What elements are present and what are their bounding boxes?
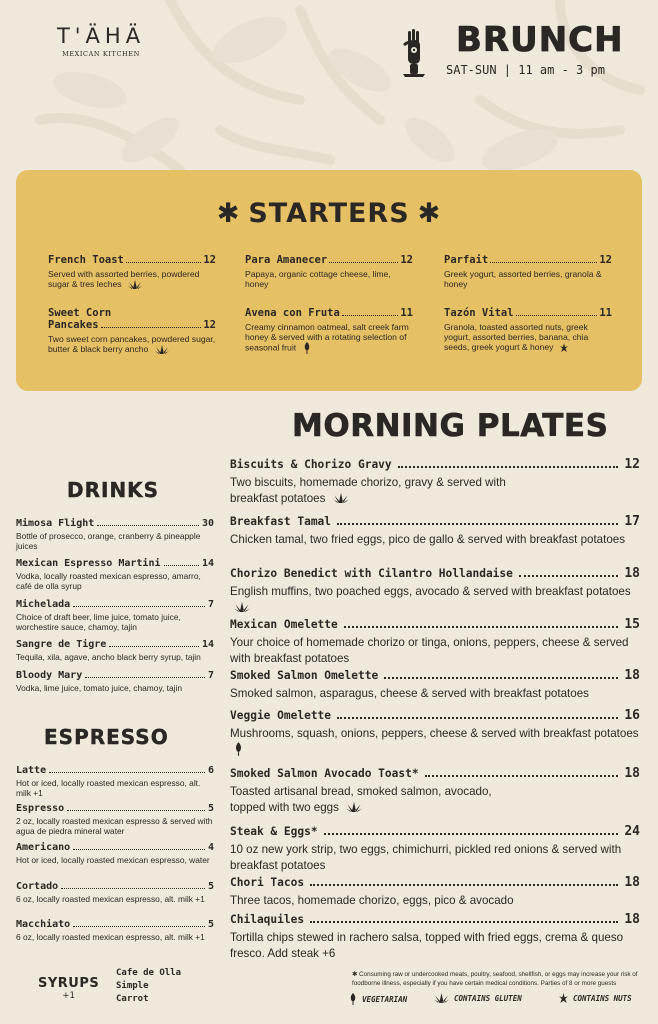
item-price: 24: [624, 824, 640, 839]
item-price: 4: [207, 842, 214, 853]
item-price: 18: [624, 566, 640, 581]
starter-item: [444, 307, 612, 353]
item-name: Cortado: [16, 881, 59, 892]
plate-item: [230, 708, 640, 757]
item-name-line: Sweet Corn: [48, 307, 112, 319]
plate-item: [230, 912, 640, 961]
legend-label: CONTAINS NUTS: [573, 994, 632, 1003]
starters-heading: ✱ STARTERS ✱: [216, 198, 442, 229]
drink-item: [16, 518, 214, 551]
item-name: Americano: [16, 842, 71, 853]
item-description: Vodka, lime juice, tomato juice, chamoy, tajin: [16, 683, 183, 693]
morning-plates-heading: MORNING PLATES: [292, 408, 609, 444]
item-description: Papaya, organic cottage cheese, lime, honey: [245, 269, 391, 289]
item-name: Tazón Vital: [444, 307, 514, 319]
item-description: Hot or iced, locally roasted mexican espresso, water: [16, 855, 210, 865]
item-description: 10 oz new york strip, two eggs, chimichurri, pickled red onions & served with breakfast potatoes: [230, 843, 622, 872]
hand-illustration-icon: [399, 28, 429, 78]
syrup-option: Carrot: [116, 994, 149, 1004]
espresso-item: [16, 919, 214, 942]
item-description: Hot or iced, locally roasted mexican espresso, alt. milk +1: [16, 778, 201, 798]
item-price: 18: [624, 875, 640, 890]
legend-gluten: [434, 993, 522, 1003]
item-name: Latte: [16, 765, 47, 776]
item-price: 14: [201, 639, 214, 650]
item-description: 6 oz, locally roasted mexican espresso, alt. milk +1: [16, 932, 205, 942]
item-name: Chilaquiles: [230, 913, 305, 926]
nuts-icon: ✱: [352, 971, 358, 978]
gluten-icon: [128, 280, 142, 289]
item-price: 5: [207, 803, 214, 814]
gluten-icon: [155, 345, 169, 354]
item-name: Michelada: [16, 599, 71, 610]
item-description: Two biscuits, homemade chorizo, gravy & served with breakfast potatoes: [230, 476, 506, 505]
item-name: Steak & Eggs*: [230, 825, 318, 838]
item-price: 12: [400, 254, 413, 266]
gluten-icon: [346, 802, 362, 812]
item-price: 12: [203, 254, 216, 266]
asterisk-icon: ✱: [417, 198, 442, 229]
legend-nuts: [559, 993, 632, 1004]
item-name: Sangre de Tigre: [16, 639, 107, 650]
menu-hours: SAT-SUN | 11 am - 3 pm: [446, 63, 605, 77]
item-description: English muffins, two poached eggs, avocado & served with breakfast potatoes: [230, 585, 631, 598]
item-description: Smoked salmon, asparagus, cheese & served with breakfast potatoes: [230, 687, 589, 700]
brand-name: T'ÄHÄ: [56, 24, 146, 48]
item-price: 7: [207, 599, 214, 610]
syrup-option: Cafe de Olla: [116, 968, 182, 978]
item-description: Your choice of homemade chorizo or tinga, onions, peppers, cheese & served with breakfast potatoes: [230, 636, 629, 665]
item-description: Bottle of prosecco, orange, cranberry & pineapple juices: [16, 531, 201, 551]
item-description: Tequila, xila, agave, ancho black berry syrup, tajin: [16, 652, 201, 662]
starter-item: [245, 307, 413, 354]
plate-item: [230, 875, 640, 909]
espresso-item: [16, 803, 214, 836]
syrup-options: [116, 967, 181, 1006]
legend-label: VEGETARIAN: [362, 994, 408, 1004]
nuts-icon: [559, 993, 568, 1004]
item-price: 11: [400, 307, 413, 319]
health-notice-text: Consuming raw or undercooked meats, poultry, seafood, shellfish, or eggs may increase your risk of foodborne illness, especially if you have certain medical conditions. Parties of 8 or more guests: [352, 971, 638, 987]
item-description: Served with assorted berries, powdered sugar & tres leches: [48, 269, 200, 289]
espresso-heading: ESPRESSO: [44, 725, 169, 749]
item-price: 15: [624, 617, 640, 632]
drink-item: [16, 670, 214, 693]
drinks-heading: DRINKS: [67, 478, 160, 502]
item-name: Pancakes: [48, 319, 99, 331]
starter-item: [48, 254, 216, 289]
plate-item: [230, 668, 640, 702]
item-price: 18: [624, 668, 640, 683]
espresso-item: [16, 842, 214, 865]
item-name: Chori Tacos: [230, 876, 305, 889]
brand-logo: [46, 24, 156, 58]
vegetarian-icon: [303, 342, 311, 354]
starter-item: [444, 254, 612, 289]
item-description: Choice of draft beer, lime juice, tomato juice, worchestire sauce, chamoy, tajin: [16, 612, 181, 632]
item-name: Bloody Mary: [16, 670, 83, 681]
nuts-icon: [560, 343, 568, 353]
item-price: 12: [203, 319, 216, 331]
plate-item: [230, 566, 640, 615]
item-name: Macchiato: [16, 919, 71, 930]
item-description: Three tacos, homemade chorizo, eggs, pico & avocado: [230, 894, 514, 907]
item-name: Avena con Fruta: [245, 307, 340, 319]
drink-item: [16, 599, 214, 632]
syrup-option: Simple: [116, 981, 149, 991]
item-price: 12: [624, 457, 640, 472]
espresso-item: [16, 765, 214, 798]
gluten-icon: [333, 493, 349, 503]
health-notice: [352, 970, 642, 988]
item-description: Chicken tamal, two fried eggs, pico de gallo & served with breakfast potatoes: [230, 533, 626, 546]
item-price: 5: [207, 919, 214, 930]
menu-title: BRUNCH: [456, 20, 624, 60]
item-description: Two sweet corn pancakes, powdered sugar, butter & black berry ancho: [48, 334, 216, 354]
drink-item: [16, 558, 214, 591]
gluten-icon: [234, 602, 250, 612]
item-name: Mexican Omelette: [230, 618, 338, 631]
plate-item: [230, 457, 640, 506]
item-description: Toasted artisanal bread, smoked salmon, avocado, topped with two eggs: [230, 785, 492, 814]
item-price: 18: [624, 766, 640, 781]
item-name: Biscuits & Chorizo Gravy: [230, 458, 392, 471]
starters-panel: [16, 170, 642, 391]
gluten-icon: [434, 993, 449, 1003]
item-price: 7: [207, 670, 214, 681]
vegetarian-icon: [234, 742, 243, 756]
item-name: Breakfast Tamal: [230, 515, 332, 528]
item-name: Smoked Salmon Avocado Toast*: [230, 767, 419, 780]
item-name: Smoked Salmon Omelette: [230, 669, 379, 682]
item-name: Parfait: [444, 254, 489, 266]
item-description: Mushrooms, squash, onions, peppers, cheese & served with breakfast potatoes: [230, 727, 639, 740]
brand-tagline: MEXICAN KITCHEN: [62, 50, 140, 58]
item-description: Greek yogurt, assorted berries, granola & honey: [444, 269, 602, 289]
plate-item: [230, 766, 640, 815]
item-name: Mexican Espresso Martini: [16, 558, 161, 569]
item-name: Veggie Omelette: [230, 709, 332, 722]
item-description: Vodka, locally roasted mexican espresso, amarro, café de olla syrup: [16, 571, 201, 591]
asterisk-icon: ✱: [216, 198, 241, 229]
plate-item: [230, 617, 640, 666]
item-description: Creamy cinnamon oatmeal, salt creek farm honey & served with a rotating selection of seasonal fruit: [245, 322, 409, 353]
starter-item: [48, 307, 216, 354]
syrups-price: +1: [62, 991, 75, 1001]
drink-item: [16, 639, 214, 662]
item-price: 30: [201, 518, 214, 529]
item-description: Granola, toasted assorted nuts, greek yogurt, assorted berries, banana, chia seeds, greek yogurt & honey: [444, 322, 589, 352]
item-description: 6 oz, locally roasted mexican espresso, alt. milk +1: [16, 894, 205, 904]
legend-vegetarian: [349, 993, 407, 1005]
item-name: Mimosa Flight: [16, 518, 95, 529]
item-name: Espresso: [16, 803, 65, 814]
item-name: Chorizo Benedict with Cilantro Hollandaise: [230, 567, 513, 580]
item-description: Tortilla chips stewed in rachero salsa, topped with fried eggs, crema & queso fresco. Add steak +6: [230, 931, 624, 960]
syrups-label: [38, 976, 99, 1001]
starter-item: [245, 254, 413, 289]
item-name: French Toast: [48, 254, 124, 266]
plate-item: [230, 824, 640, 873]
item-price: 11: [599, 307, 612, 319]
plate-item: [230, 514, 640, 548]
vegetarian-icon: [349, 993, 357, 1005]
legend-label: CONTAINS GLUTEN: [454, 993, 522, 1003]
syrups-heading: SYRUPS: [38, 976, 100, 991]
item-price: 18: [624, 912, 640, 927]
item-price: 17: [624, 514, 640, 529]
item-name: Para Amanecer: [245, 254, 328, 266]
item-description: 2 oz, locally roasted mexican espresso & served with agua de piedra mineral water: [16, 816, 213, 836]
item-price: 6: [207, 765, 214, 776]
item-price: 5: [207, 881, 214, 892]
item-price: 12: [599, 254, 612, 266]
item-price: 16: [624, 708, 640, 723]
item-price: 14: [201, 558, 214, 569]
espresso-item: [16, 881, 214, 904]
